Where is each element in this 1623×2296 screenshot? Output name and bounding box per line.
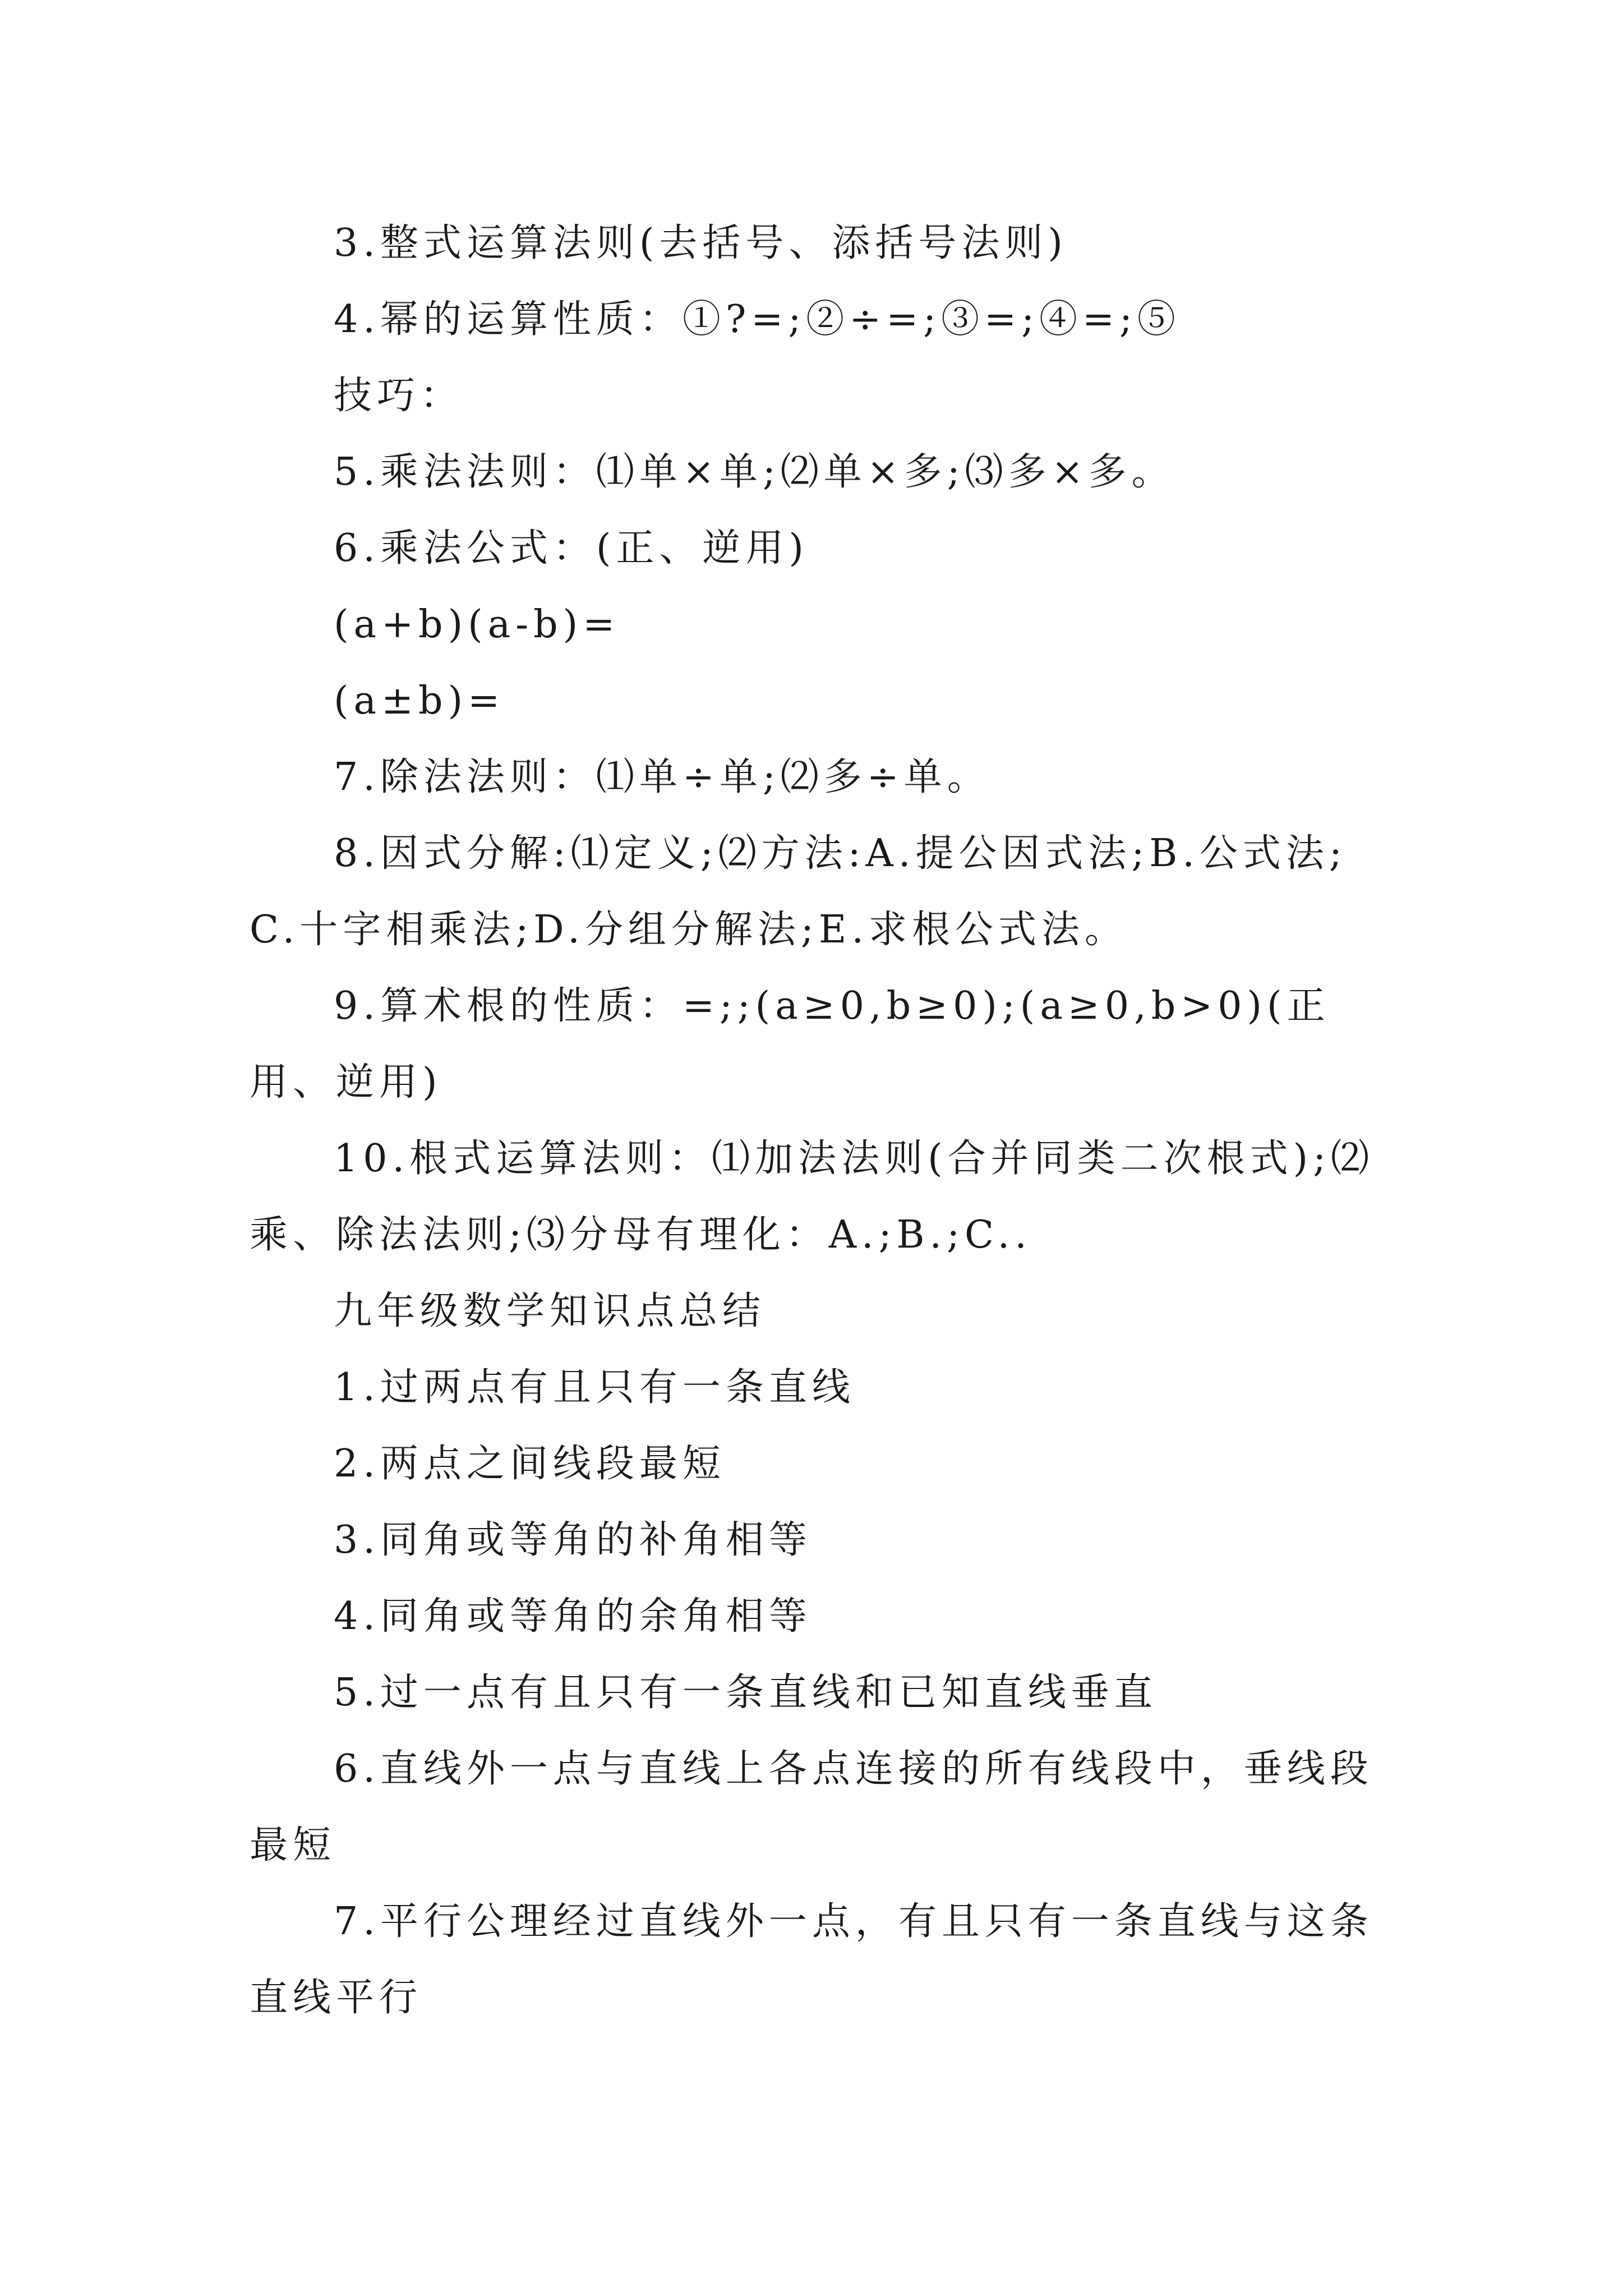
paragraph-point-1: 1.过两点有且只有一条直线	[334, 1365, 855, 1410]
paragraph-point-5: 5.过一点有且只有一条直线和已知直线垂直	[334, 1671, 1158, 1715]
paragraph-point-4: 4.同角或等角的余角相等	[334, 1594, 812, 1639]
section-heading: 九年级数学知识点总结	[334, 1289, 766, 1333]
paragraph-multiplication-rules: 5.乘法法则：⑴单×单;⑵单×多;⑶多×多。	[334, 450, 1175, 494]
document-body	[250, 205, 1394, 2036]
paragraph-integral-rules: 3.整式运算法则(去括号、添括号法则)	[334, 221, 1068, 265]
paragraph-root-properties: 9.算术根的性质：=;;(a≥0,b≥0);(a≥0,b>0)(正用、逆用)	[250, 984, 1330, 1105]
paragraph-multiplication-formulas: 6.乘法公式：(正、逆用)	[334, 526, 809, 570]
paragraph-factorization: 8.因式分解:⑴定义;⑵方法:A.提公因式法;B.公式法;C.十字相乘法;D.分组分解法;E.求根公式法。	[250, 831, 1347, 952]
paragraph-formula-square: (a±b)=	[334, 679, 505, 723]
paragraph-point-2: 2.两点之间线段最短	[334, 1442, 726, 1486]
paragraph-power-properties: 4.幂的运算性质：①?=;②÷=;③=;④=;⑤	[334, 297, 1181, 342]
paragraph-point-7: 7.平行公理经过直线外一点，有且只有一条直线与这条直线平行	[250, 1899, 1373, 2020]
paragraph-point-6: 6.直线外一点与直线上各点连接的所有线段中，垂线段最短	[250, 1747, 1373, 1867]
paragraph-radical-rules: 10.根式运算法则：⑴加法法则(合并同类二次根式);⑵乘、除法法则;⑶分母有理化：A.;B.;C..	[250, 1137, 1375, 1257]
paragraph-division-rules: 7.除法法则：⑴单÷单;⑵多÷单。	[334, 755, 990, 799]
paragraph-tips: 技巧：	[334, 374, 464, 418]
paragraph-formula-difference: (a+b)(a-b)=	[334, 602, 620, 647]
paragraph-point-3: 3.同角或等角的补角相等	[334, 1518, 812, 1562]
